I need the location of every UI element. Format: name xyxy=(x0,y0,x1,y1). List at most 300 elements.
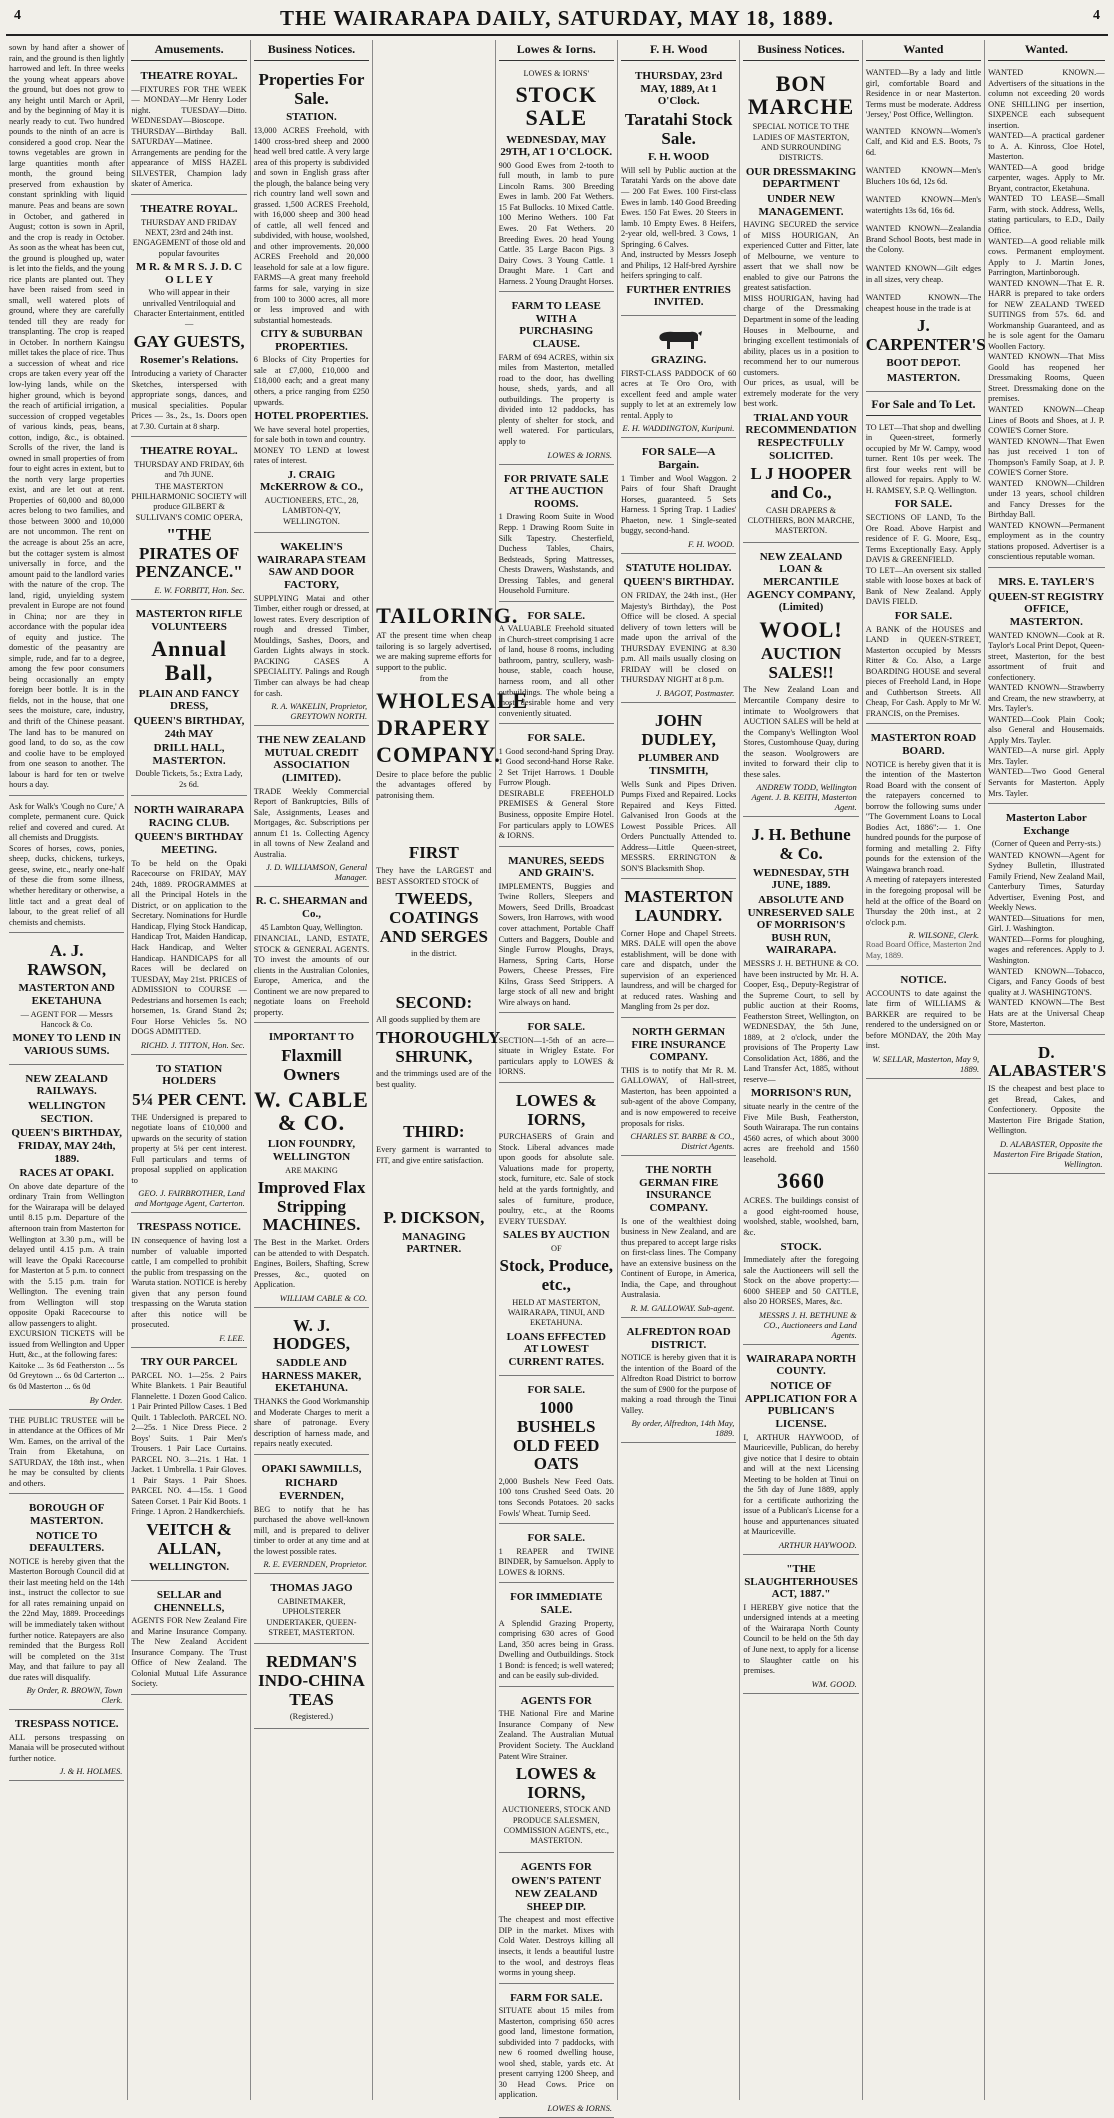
section-sale xyxy=(499,1016,614,1083)
wanted-item: WANTED KNOWN—That Miss Goold has reopened her Dressmaking Rooms, Queen Street. Dressmaking done on the premises. xyxy=(988,352,1105,404)
taratahi-head: Taratahi Stock Sale. xyxy=(624,109,733,148)
opaki-text: BEG to notify that he has purchased the above well-known mill, and is prepared to deliver timber to order at any time and at the lowest possible rates. xyxy=(253,1504,370,1556)
wool-auction xyxy=(743,546,858,817)
auction-of: OF xyxy=(550,1243,562,1253)
bethune-head: J. H. Bethune & Co. xyxy=(751,825,851,863)
mutual-text: TRADE Weekly Commercial Report of Bankruptcies, Bills of Sale, Assignments, Leases and Mortgages, &c. Subscriptions per annum £1 1s. Collecting Agency in all towns of New Zealand and Australia. xyxy=(253,786,370,859)
rawson-ad xyxy=(9,936,124,1065)
railways-head: NEW ZEALAND RAILWAYS. xyxy=(25,1072,108,1098)
redman-head: REDMAN'S INDO-CHINA TEAS xyxy=(258,1652,365,1709)
slaughter-head: "THE SLAUGHTERHOUSES ACT, 1887." xyxy=(744,1562,858,1601)
rifles-sub: PLAIN AND FANCY DRESS, xyxy=(138,687,240,713)
pirates-society: THE MASTERTON PHILHARMONIC SOCIETY will produce GILBERT & SULLIVAN'S COMIC OPERA, xyxy=(131,481,247,522)
let-item: TO LET—An oversent six stalled stable with loose boxes at back of Bank of New Zealand. Apply DAVIS FIELD. xyxy=(865,565,982,607)
sellar-head: SELLAR and CHENNELLS, xyxy=(153,1588,225,1614)
opaki-head: OPAKI SAWMILLS, xyxy=(261,1462,362,1475)
trespass2-head: TRESPASS NOTICE. xyxy=(137,1221,241,1234)
bargain-text: 1 Timber and Wool Waggon. 2 Pairs of four Shaft Draught Horses, guaranteed. 5 Sets Harness. 1 Spring Trap. 1 Ladies' Phaeton, new. 1 Single-seated buggy, second-hand. xyxy=(620,473,737,536)
company-line-1: WHOLESALE xyxy=(376,687,529,713)
german2-sig: R. M. GALLOWAY. Sub-agent. xyxy=(630,1302,735,1313)
bargain-sig: F. H. WOOD. xyxy=(687,538,735,549)
dress-head: OUR DRESSMAKING DEPARTMENT xyxy=(745,165,857,191)
public-trustee-notice xyxy=(9,1413,124,1495)
defaulters-head: BOROUGH OF MASTERTON. xyxy=(28,1502,105,1527)
farm-text: FARM of 694 ACRES, within six miles from Masterton, metalled road to the door, has dwelling house, sheds, yards, and all outbuildings. The property is divided into 12 paddocks, has plenty of shelter for stock, and well watered. For particulars, apply to xyxy=(498,352,614,447)
sellar-text: AGENTS FOR New Zealand Fire and Marine Insurance Company. The New Zealand Accident Insurance Company. The Trust Office of New Zealand. The Colonial Mutual Life Assurance Society. xyxy=(131,1616,247,1689)
tayler-item: WANTED—Two Good General Servants for Masterton. Apply Mrs. Tayler. xyxy=(988,767,1105,798)
labor-exchange xyxy=(988,807,1104,1035)
stock-head: STOCK SALE xyxy=(515,82,598,131)
cable-head: W. CABLE & CO. xyxy=(254,1087,369,1136)
stock-head: STOCK. xyxy=(780,1240,822,1253)
railways-day: QUEEN'S BIRTHDAY, FRIDAY, MAY 24th, 1889. xyxy=(11,1127,123,1165)
railways-section: WELLINGTON SECTION. xyxy=(27,1100,106,1125)
trespass-text: ALL persons trespassing on Manaia will be prosecuted without further notice. xyxy=(9,1732,125,1763)
wanted-item: WANTED TO LEASE—Small Farm, with stock. Address, Wells, stating particulars, to E.D., Daily Office. xyxy=(988,194,1105,235)
hooper-sub: CASH DRAPERS & CLOTHIERS, BON MARCHE, MASTERTON. xyxy=(747,505,855,536)
opaki-sub: RICHARD EVERNDEN, xyxy=(279,1477,344,1503)
road-sig: R. WILSONE, Clerk. xyxy=(908,930,980,941)
second-text: All goods supplied by them are xyxy=(376,1015,481,1025)
trespass-notice-2 xyxy=(131,1216,246,1347)
money-text: MONEY TO LEND at lowest rates of interest. xyxy=(253,445,370,466)
grazing-text: FIRST-CLASS PADDOCK of 60 acres at Te Oro Oro, with excellent feed and ample water supply to let at an extremely low rental. Apply to xyxy=(620,368,737,420)
slaughter-text: I HEREBY give notice that the undersigned intends at a meeting of the Wairarapa North County Council to be held on the 5th day of June next, to apply for a license to Slaughter cattle on his premises. xyxy=(743,1602,859,1676)
bargain-sale xyxy=(621,441,736,553)
colley-dates: THURSDAY AND FRIDAY NEXT, 23rd and 24th inst. ENGAGEMENT of those old and popular favourites xyxy=(132,217,246,258)
auction-big: Stock, Produce, etc., xyxy=(499,1256,613,1294)
tayler-item: WANTED KNOWN—Cook at R. Taylor's Local Print Depot, Queen-street, Masterton, for the best assortment of fruit and confectionery. xyxy=(988,630,1105,682)
north-sub: NOTICE OF APPLICATION FOR A PUBLICAN'S LICENSE. xyxy=(744,1380,858,1430)
german-sig: CHARLES ST. BARBE & CO., District Agents. xyxy=(630,1131,735,1152)
tayler-item: WANTED—Cook Plain Cook; also General and Housemaids. Apply Mrs. Tayler. xyxy=(988,714,1105,745)
rawson-name: A. J. RAWSON, xyxy=(27,941,107,979)
iorns-text: PURCHASERS of Grain and Stock. Liberal advances made upon goods for absolute sale. Valuations made for property, stock, furniture, etc. Sale of stock held at the yards fortnightly, and sales of furniture, produce, poultry, etc., at the Rooms EVERY TUESDAY. xyxy=(498,1132,614,1226)
hodges-sub: SADDLE AND HARNESS MAKER, EKETAHUNA. xyxy=(261,1357,362,1395)
second-head: SECOND: xyxy=(395,992,473,1012)
railways-races: RACES AT OPAKI. xyxy=(19,1167,114,1180)
properties-for-sale xyxy=(254,65,369,533)
insurance-agents xyxy=(499,1690,614,1853)
taratahi-sub: F. H. WOOD xyxy=(648,151,710,164)
public-trustee-text: THE PUBLIC TRUSTEE will be in attendance at the Offices of Mr Wm. Eames, on the arrival of the Train from Eketahuna, on SATURDAY, the 18th inst., when he may be consulted by clients and others. xyxy=(9,1415,125,1488)
alabaster-ad xyxy=(988,1038,1107,1174)
dudley-ad xyxy=(621,706,736,879)
column-3 xyxy=(251,40,373,2100)
defaulters-sub: NOTICE TO DEFAULTERS. xyxy=(29,1529,105,1555)
colley-details: Introducing a variety of Character Sketches, interspersed with appropriate songs, dances, and musical specialities. Popular Prices — 3s., 2s., 1s. Doors open at 7.30. Curtain at 8 sharp. xyxy=(131,369,247,431)
page-number-right: 4 xyxy=(1093,8,1100,23)
cable-sig: WILLIAM CABLE & CO. xyxy=(279,1292,368,1303)
shearman-ad xyxy=(254,890,369,1023)
notice-sig: W. SELLAR, Masterton, May 9, 1889. xyxy=(872,1053,980,1074)
column-heading: Amusements. xyxy=(131,40,246,61)
seeds-head: MANURES, SEEDS AND GRAIN'S. xyxy=(508,854,605,880)
taratahi-sale xyxy=(621,65,736,316)
craig-name: J. CRAIG McKERROW & CO., xyxy=(259,468,364,494)
column-heading: Wanted. xyxy=(988,40,1104,61)
alabaster-text: IS the cheapest and best place to get Bread, Cakes, and Confectionery. Opposite the Masterton Fire Brigade Station, Wellington. xyxy=(988,1084,1105,1136)
shearman-head: R. C. SHEARMAN and Co., xyxy=(255,895,368,920)
stock-text: 900 Good Ewes from 2-tooth to full mouth, in lamb to pure Lincoln Rams. 300 Breeding Ewes in lamb. 200 Fat Wethers. 15 Fat Bullocks. 10 Mixed Cattle. 100 Merino Wethers. 100 Fat Ewes. 20 Fat Wethers. 20 Breeding Ewes. 20 head Young Cattle. 35 Large Bacon Pigs. 3 Dairy Cows. 3 Young Cattle. 1 Draught Mare. 1 Cart and Harness. 2 Young Draught Horses. xyxy=(498,160,614,286)
morrison-text: situate nearly in the centre of the Five Mile Bush, Featherston, South Wairarapa. The run contains 4560 acres, of which about 3000 acres are freehold and 1560 leasehold. xyxy=(743,1102,859,1164)
alfred-sig: By order, Alfredton, 14th May, 1889. xyxy=(631,1418,735,1439)
slaughter-sig: WM. GOOD. xyxy=(811,1678,857,1689)
grazing-head: GRAZING. xyxy=(650,354,707,367)
farm2-text: SITUATE about 15 miles from Masterton, comprising 650 acres good land, limestone formation, subdivided into 7 paddocks, with new 6 roomed dwelling house, wool shed, stable, yards etc. At present carrying 1200 Sheep, and 30 Head Cows. Price on application. xyxy=(498,2006,614,2100)
bargain-head: FOR SALE—A Bargain. xyxy=(641,446,716,471)
wakelin-text: SUPPLYING Matai and other Timber, either rough or dressed, at lowest rates. Every description of rough and dressed Timber, Mouldings, Sashes, Doors, and Garden Lights always in stock. PACKING CASES A SPECIALITY. Palings and Rough Timber can always be had cheap for cash. xyxy=(253,593,370,698)
stock-text: Immediately after the foregoing sale the Auctioneers will sell the Stock on the above property:— 6000 SHEEP and 50 CATTLE, also 20 HORSES, Mares, &c. xyxy=(743,1255,859,1307)
racing-sub: QUEEN'S BIRTHDAY MEETING. xyxy=(134,831,244,857)
north-sig: ARTHUR HAYWOOD. xyxy=(778,1539,857,1550)
implements-head: FOR SALE. xyxy=(527,732,585,745)
tayler-head: MRS. E. TAYLER'S xyxy=(998,575,1095,588)
farm-sig: LOWES & IORNS. xyxy=(547,449,612,460)
wanted-item: WANTED KNOWN—Gilt edges in all sizes, very cheap. xyxy=(865,263,982,284)
opaki-sig: R. E. EVERNDEN, Proprietor. xyxy=(263,1559,368,1570)
jago-head: THOMAS JAGO xyxy=(270,1582,353,1595)
colley-names: M R. & M R S. J. D. C O L L E Y xyxy=(135,261,243,286)
properties-text: 13,000 ACRES Freehold, with 1400 cross-bred sheep and 2000 head well bred cattle. A very large area of this property is subdivided and sown in English grass after the plough, the balance being very rich country land well sown and grassed. 1,500 ACRES Freehold, with 16,000 sheep and 300 head of cattle, all well fenced and subdivided, with house, woolshed, and other improvements. 20,000 ACRES Freehold and 20,000 leasehold for sale at a low figure. FARMS—A great many freehold farms for sale, varying in size from 100 to 3000 acres, all more or less improved and with substantial homesteads. xyxy=(253,126,370,325)
station-head: TO STATION HOLDERS xyxy=(155,1062,223,1088)
nzla-sig: ANDREW TODD, Wellington Agent. J. B. KEITH, Masterton Agent. xyxy=(751,782,857,813)
oats-sale xyxy=(499,1379,614,1525)
defaulters-text: NOTICE is hereby given that the Masterton Borough Council did at their last meeting held on the 14th inst., instruct the collector to sue for all rates remaining unpaid on the 22nd May, 1889. Proceedings will be immediately taken without further notice. Ratepayers are also reminded that the Burgess Roll will be completed on the 31st May, and that failure to pay all due rates will disqualify. xyxy=(9,1556,125,1682)
nzla-head: NEW ZEALAND LOAN & MERCANTILE AGENCY COMPANY, (Limited) xyxy=(746,550,856,614)
racing-sig: RICHD. J. TITTON, Hon. Sec. xyxy=(140,1039,245,1050)
private-text: 1 Drawing Room Suite in Wood Repp. 1 Drawing Room Suite in Silk Tapestry. Chesterfield, Duchess Tables, Chairs, Bedsteads, Spring Mattresses, Chests Drawers, Washstands, and Dressing Tables, and general Household Furniture. xyxy=(498,512,614,596)
reaper-head: FOR SALE. xyxy=(527,1532,585,1545)
cable-making: ARE MAKING xyxy=(285,1165,338,1175)
road-head: MASTERTON ROAD BOARD. xyxy=(870,732,977,757)
laundry-head: MASTERTON LAUNDRY. xyxy=(624,887,733,926)
carpenter-sub: BOOT DEPOT. xyxy=(886,357,961,370)
pirates-dates: THURSDAY AND FRIDAY, 6th and 7th JUNE. xyxy=(134,459,244,480)
cable-ad xyxy=(254,1026,369,1308)
wakelin-sig: R. A. WAKELIN, Proprietor, GREYTOWN NORTH. xyxy=(271,701,368,722)
column-heading: F. H. Wood xyxy=(621,40,736,61)
laundry-text: Corner Hope and Chapel Streets. MRS. DALE will open the above establishment, will be done with care and dispatch, under the supervision of an experienced laundress, and will be charged for at reduced rates. Washing and Mangling from 2s per doz. xyxy=(620,928,737,1012)
carpenter-place: MASTERTON. xyxy=(886,372,960,385)
final-head: LOWES & IORNS, xyxy=(515,1764,597,1802)
further-entries: FURTHER ENTRIES INVITED. xyxy=(626,283,731,309)
wanted-item: WANTED KNOWN—Zealandia Brand School Boots, best made in the Colony. xyxy=(865,224,982,255)
pirates-title: "THE PIRATES OF PENZANCE." xyxy=(135,525,243,582)
exchange-item: WANTED KNOWN—Agent for Sydney Bulletin, Illustrated Family Friend, New Zealand Mail, Canterbury Times, Saturday Advertiser, Evening Post, and Weekly News. xyxy=(988,850,1105,913)
tayler-sub: QUEEN-ST REGISTRY OFFICE, MASTERTON. xyxy=(988,590,1105,628)
dip-text: The cheapest and most effective DIP in the market. Mixes with Cold Water. Destroys killing all insects, it lends a beautiful lustre to the wool, and destroys fleas worms in young sheep. xyxy=(498,1915,614,1978)
taratahi-text2: And, instructed by Messrs Joseph and Philips, 12 Half-bred Ayrshire heifers springing to calf. xyxy=(620,250,737,281)
agents-text: THE National Fire and Marine Insurance Company of New Zealand. The Australian Mutual Provident Society. The Auckland Patent Wire Strainer. xyxy=(498,1709,614,1761)
hodges-ad xyxy=(254,1311,369,1455)
stock-sale xyxy=(499,65,614,292)
stock-pre: LOWES & IORNS' xyxy=(523,69,590,78)
immediate-text: A Splendid Grazing Property, comprising 630 acres of Good Land, 350 acres being in Grass. Dwelling and Outbuildings. Stock 1 Bond: is fenced; is well watered; and can be easily sub-divided. xyxy=(498,1618,614,1681)
slaughter-notice xyxy=(743,1558,858,1694)
loans-text: LOANS EFFECTED AT LOWEST CURRENT RATES. xyxy=(506,1330,606,1368)
grazing-ad xyxy=(621,319,736,438)
livestock-text: Scores of horses, cows, ponies, sheep, ducks, chickens, turkeys, geese, swine, etc., nearly one-half of these die from some illness, whether hereditary or otherwise, a little tact and a great deal of labour, to the great relief of all chemists and chemists. xyxy=(9,843,125,927)
column-heading: Wanted xyxy=(866,40,981,61)
rawson-place: MASTERTON AND EKETAHUNA xyxy=(18,982,115,1008)
auction-head: SALES BY AUCTION xyxy=(502,1229,610,1242)
rifles-head: MASTERTON RIFLE VOLUNTEERS xyxy=(135,608,243,633)
freehold-head: FOR SALE. xyxy=(527,609,585,622)
suburban-head: CITY & SUBURBAN PROPERTIES. xyxy=(260,328,363,353)
tailoring-head: TAILORING. xyxy=(376,603,519,628)
hotel-head: HOTEL PROPERTIES. xyxy=(254,410,369,423)
company-line-3: COMPANY. xyxy=(376,741,501,767)
column-2 xyxy=(128,40,250,2100)
tayler-item: WANTED—A nurse girl. Apply Mrs. Tayler. xyxy=(988,746,1105,766)
craig-address: AUCTIONEERS, ETC., 28, LAMBTON-Q'Y, WELLINGTON. xyxy=(264,496,359,526)
to-let-ads xyxy=(866,420,981,725)
column-1 xyxy=(6,40,128,2100)
station-text: THE Undersigned is prepared to negotiate loans of £10,000 and upwards on the security of station property at 5¼ per cent interest. Full particulars and terms of proposal supplied on application to xyxy=(131,1112,247,1185)
bethune-text: MESSRS J. H. BETHUNE & CO. have been instructed by Mr. H. A. Cooper, Esq., Deputy-Registrar of the Supreme Court, to sell by public auction at their Rooms, Featherston Street, Wellington, on WEDNESDAY, the 5th June, 1889, at 2 o'clock, under the provisions of The Property Law Consolidation Act, 1886, and the Land Transfer Act, 1885, without reserve— xyxy=(743,959,859,1084)
exchange-item: WANTED—Situations for men, Girl. J. Washington. xyxy=(988,913,1105,934)
bethune-title: ABSOLUTE AND UNRESERVED SALE OF MORRISON'S BUSH RUN, WAIRARAPA. xyxy=(747,893,855,957)
redman-sub: (Registered.) xyxy=(289,1712,334,1722)
mutual-credit-ad xyxy=(254,729,369,887)
farm-lease xyxy=(499,295,614,464)
statute-holiday xyxy=(621,557,736,703)
trespass2-text: IN consequence of having lost a number of valuable imported cattle, I am compelled to prohibit the public from trespassing on the Waruta station. NOTICE is hereby given that any person found trespassing on the Waruta station after this notice will be prosecuted. xyxy=(131,1236,247,1330)
north-head: WAIRARAPA NORTH COUNTY. xyxy=(746,1352,856,1378)
trespass-sig: J. & H. HOLMES. xyxy=(59,1766,123,1777)
seeds-ad xyxy=(499,850,614,1014)
theatre-head: THEATRE ROYAL. xyxy=(140,445,238,458)
bethune-date: WEDNESDAY, 5TH JUNE, 1889. xyxy=(752,866,850,892)
alabaster-sig: D. ALABASTER, Opposite the Masterton Fire Brigade Station, Wellington. xyxy=(993,1138,1103,1169)
notice-text: ACCOUNTS to date against the late firm of WILLIAMS & BARKER are required to be rendered to the undersigned on or before MONDAY, the 20th May inst. xyxy=(865,988,982,1051)
veitch-sub: WELLINGTON. xyxy=(148,1561,230,1574)
dickson-name: P. DICKSON, xyxy=(383,1208,485,1228)
second-text2: and the trimmings used are of the best quality. xyxy=(376,1069,492,1089)
station-rate: 5¼ PER CENT. xyxy=(132,1090,247,1110)
let-item: TO LET—That shop and dwelling in Queen-street, formerly occupied by Mr W. Campy, wood turner. Rent 10s per week. The first four weeks rent will be allowed for repairs. Apply to W. H. RAMSEY, S.P. Q. Wellington. xyxy=(865,422,982,495)
mutual-head: THE NEW ZEALAND MUTUAL CREDIT ASSOCIATION (LIMITED). xyxy=(257,734,366,784)
page-number-left: 4 xyxy=(14,8,21,23)
publican-license xyxy=(743,1348,858,1555)
statute-sub: QUEEN'S BIRTHDAY. xyxy=(623,576,734,589)
columns xyxy=(6,40,1108,2114)
alfred-text: NOTICE is hereby given that it is the intention of the Board of the Alfredton Road District to borrow the sum of £900 for the purpose of making a road through the Tinui Valley. xyxy=(620,1353,737,1415)
railways-notice xyxy=(9,1068,124,1410)
sheep-dip-ad xyxy=(499,1856,614,1984)
implements-sale xyxy=(499,727,614,846)
wanted-item: WANTED KNOWN—Permanent employment as in the country stations proposed. Advertiser is a conscientious reputable woman. xyxy=(988,520,1105,562)
german-text: THIS is to notify that Mr R. M. GALLOWAY, of Hall-street, Masterton, has been appointed a sub-agent of the above Company, and is now empowered to receive proposals for risks. xyxy=(620,1065,737,1128)
auction-text: HELD AT MASTERTON, WAIRARAPA, TINUI, AND EKETAHUNA. xyxy=(507,1297,605,1328)
taratahi-date: THURSDAY, 23rd MAY, 1889, At 1 O'Clock. xyxy=(635,70,723,108)
stock-date: WEDNESDAY, MAY 29TH, AT 1 O'CLOCK. xyxy=(500,133,613,159)
article-text: sown by hand after a shower of rain, and the ground is then lightly harrowed and left. In three weeks the young wheat appears above the ground, but does not grow to any height until March or April, and by the beginning of May it is nearly ready to cut. Two hundred pounds to the ninth of an acre is considered a good crop. Near the towns vegetables are grown in large quantities month after month, the ground being preserved from exhaustion by constant sprinkling with liquid manure. Peas and beans are sown in October, and gathered in August; cotton is sown in April, and the crop is ready in October. As soon as the wheat has been cut, the ground is ploughed up, water is let into the fields, and the young rice plants are planted out. They have been raised from seed in small, well watered plots of ground, where they are carefully tended till they are ready for transplanting. The crop is reaped in October. In northern Kaingsu millet takes the place of rice. Thus a succession of wheat and rice crops are taken every year off the low-lying lands, while on the higher ground, which is beyond the reach of artificial irrigation, a succession of cropped vegetables of various kinds, peas, beans, cotton, indigo, &c., is obtained. Scrolls of the river, the land is owned in small properties of from four to eight acres in extent, but to the north very large properties exist, and are let out at rent. Properties of 60,000 and 80,000 acres belong to two families, and those between 3000 and 10,000 are not uncommon. The rent on the acreage is about 25s an acre, but the cottager system is almost universally in force, and the amount paid to the landlord varies with the nature of the crop. The land, rigid, unyielding system prevalent in Europe are not found in China; nor are they in accordance with the popular idea of equity and justice. The domestic of the peasantry are simple, rude, and far to a degree, among the few poor consumers being occasionally an empty foreign beer bottle. It is in the fields, not in the house, that one sees the moisture, care, industry, and thrift of the Chinese peasant. The land has to be manured on good land, to do so, as the cow and coolie have to be employed from one season to another. The labour is hard for ten or twelve hours a day. xyxy=(9,43,125,790)
company-pre: from the xyxy=(419,674,449,684)
let-item: SECTIONS OF LAND, To the Ore Road. Above Harpist and residence of F. G. Moore, Esq., Terms Exceptionally Easy. Apply DAVIS & GREENFIELD. xyxy=(865,513,982,565)
column-6 xyxy=(618,40,740,2100)
defaulters-sig: By Order, R. BROWN, Town Clerk. xyxy=(26,1685,123,1706)
accounts-notice xyxy=(866,969,981,1079)
parcel-head: TRY OUR PARCEL xyxy=(140,1355,238,1368)
second-big: THOROUGHLY SHRUNK, xyxy=(376,1027,501,1066)
exchange-item: WANTED KNOWN—Tobacco, Cigars, and Fancy Goods of best quality at J. WASHINGTON'S. xyxy=(988,966,1105,997)
cough-text: Ask for Walk's 'Cough no Cure,' A complete, permanent cure. Quick relief and covered and cured. At all chemists and Druggists. xyxy=(9,801,125,843)
company-claim: Desire to place before the public the advantages offered by patronising them. xyxy=(376,769,492,800)
farm-head: FARM TO LEASE WITH A PURCHASING CLAUSE. xyxy=(511,300,601,351)
veitch-head: VEITCH & ALLAN, xyxy=(146,1519,232,1558)
column-heading: Business Notices. xyxy=(254,40,369,61)
third-text: Every garment is warranted to FIT, and give entire satisfaction. xyxy=(376,1144,492,1165)
first-text: They have the LARGEST and BEST ASSORTED STOCK of xyxy=(376,866,492,886)
tayler-item: WANTED KNOWN—Strawberry and Cream, the new strawberry, at Mrs. Tayler's. xyxy=(988,683,1105,714)
colley-show xyxy=(131,198,246,437)
morrison-head: MORRISON'S RUN, xyxy=(750,1087,852,1100)
freehold-text: A VALUABLE Freehold situated in Church-street comprising 1 acre of land, house 8 rooms, including bathroom, pantry, scullery, wash-house, stable, coach house, harness room, and all other outbuildings. The whole being a most desirable home and very conveniently situated. xyxy=(498,624,614,718)
rifles-hall: DRILL HALL, MASTERTON. xyxy=(152,742,226,767)
road-board-notice xyxy=(866,727,981,966)
oats-big: 1000 BUSHELS OLD FEED OATS xyxy=(513,1398,600,1474)
desirable-text: DESIRABLE FREEHOLD PREMISES & General Store Business, opposite Empire Hotel. For particulars apply to LOWES & IORNS. xyxy=(498,788,614,841)
dudley-text: Wells Sunk and Pipes Driven. Pumps Fixed and Repaired. Locks Repaired and Keys Fitted. Galvanised Iron Goods at the Lowest Possible Prices. All Orders Punctually Attended to. Address—Little Queen-street, MESSRS. ERRINGTON & SON'S Blacksmith Shop. xyxy=(620,779,737,873)
final-sub: AUCTIONEERS, STOCK AND PRODUCE SALESMEN, COMMISSION AGENTS, etc., MASTERTON. xyxy=(502,1805,611,1846)
statute-text: ON FRIDAY, the 24th inst., (Her Majesty's Birthday), the Post Office will be closed. A special delivery of town letters will be made upon the arrival of the THURSDAY EVENING at 8.30 p.m. All mails usually closing on FRIDAY will be closed on THURSDAY NIGHT at 8 p.m. xyxy=(620,591,737,685)
suburban-text: 6 Blocks of City Properties for sale at £7,000, £10,000 and £18,000 each; and a great many others, a price ranging from £250 upwards. xyxy=(253,355,370,407)
wakelin-ad xyxy=(254,536,369,726)
dress-text3: Our prices, as usual, will be extremely moderate for the very best work. xyxy=(743,378,859,409)
section-head: FOR SALE. xyxy=(527,1021,585,1034)
iorns-purchasers xyxy=(499,1086,614,1376)
rifles-ball xyxy=(131,603,246,796)
wakelin-head: WAKELIN'S WAIRARAPA STEAM SAW AND DOOR FACTORY, xyxy=(257,541,366,592)
grazing-sig: E. H. WADDINGTON, Kuripuni. xyxy=(622,423,735,434)
parcel-text: PARCEL NO. 1—25s. 2 Pairs White Blankets. 1 Pair Beautiful Flannelette. 1 Dozen Good Calico. 1 Pair Printed Pillow Cases. 1 Bed Quilt. 1 Tablecloth. PARCEL NO. 2—25s. 1 Nice Dress Piece. 2 Boys' Suits. 1 Pair Men's Trousers. 1 Pair Lace Curtains. PARCEL NO. 3—21s. 1 Hat. 1 Jacket. 1 Umbrella. 1 Pair Gloves. 1 Pair Stays. 1 Pair Shoes. PARCEL NO. 4—15s. 1 Good Sateen Corset. 1 Pair Kid Boots. 1 Fringe. 1 Apron. 2 Handkerchiefs. xyxy=(131,1370,247,1517)
taratahi-text: Will sell by Public auction at the Taratahi Yards on the above date— 200 Fat Ewes. 100 First-class Ewes in lamb. 140 Good Breeding Ewes. 150 Fat Ewes. 20 Steers in lamb. 10 Empty Ewes. 8 Heifers, 2-year old, well-bred. 3 Cows, 1 Springing. 6 Calves. xyxy=(620,165,737,249)
column-heading: Business Notices. xyxy=(743,40,858,61)
notice-head: NOTICE. xyxy=(900,974,947,987)
important-head: IMPORTANT TO xyxy=(268,1031,355,1044)
statute-head: STATUTE HOLIDAY. xyxy=(625,561,732,574)
wanted-item: WANTED KNOWN—Children under 13 years, school children and Fancy Dresses for the Birthday Ball. xyxy=(988,478,1105,520)
let-item: A BANK of the HOUSES and LAND in QUEEN-STREET, Masterton occupied by Messrs Ritter & Co. Also, a Large BOARDING HOUSE and several pieces of Freehold Land, in Hope and Cuthbertson Streets. All Cheap, For Cash. Apply to Mr W. FRANCIS, on the Premises. xyxy=(865,624,982,718)
north-text: I, ARTHUR HAYWOOD, of Mauriceville, Publican, do hereby give notice that I desire to obtain and will at the next Licensing Meeting to be holden at Tinui on the 5th day of June 1889, apply for a certificate authorizing the issue of a Publican's License for a house and appurtenances situated at Mauriceville. xyxy=(743,1432,859,1537)
column-5 xyxy=(496,40,618,2114)
wanted-item: WANTED—A good bridge carpenter, wages. Apply to Mr. Bryant, contractor, Eketahuna. xyxy=(988,162,1105,193)
first-head: FIRST xyxy=(408,843,459,863)
colley-desc: Who will appear in their unrivalled Ventriloquial and Character Entertainment, entitled— xyxy=(133,288,245,329)
wanted-ads xyxy=(865,65,986,392)
wanted-item: WANTED KNOWN—That E. R. HARR is prepared to take orders for NEW ZEALAND TWEED SUITINGS from 57s. 6d. and Workmanship Guaranteed, and as he is sole agent for the Oamaru Woollen Factory. xyxy=(988,278,1105,351)
wanted-item: WANTED KNOWN—That Ewen has just received 1 ton of Thompson's Family Soap, at J. P. COWIE'S Corner Store. xyxy=(988,436,1105,478)
shearman-text: FINANCIAL, LAND, ESTATE, STOCK & GENERAL AGENTS. TO invest the amounts of our clients in the Australian Colonies, Europe, America, and the Continent we are now prepared to negotiate loans on Freehold property. xyxy=(253,933,370,1017)
alabaster-head: D. ALABASTER'S xyxy=(988,1042,1107,1081)
exchange-sub: (Corner of Queen and Perry-sts.) xyxy=(991,839,1101,849)
seeds-text: IMPLEMENTS, Buggies and Twine Rollers, Sleepers and Mowers, Seed Drills, Broadcast Sowers, Iron Harrows, with wood cover attachment, Portable Chaff Cutters and Baggers, Double and Single Furrow Ploughs, Drays, Harness, Spring Carts, Horse Powers, Cheese Presses, Fire Kilns, Grass Seed Strippers. A large stock of all new and bright Wire always on hand. xyxy=(498,881,614,1007)
properties-head: Properties For Sale. xyxy=(258,70,365,108)
page-title: THE WAIRARAPA DAILY, SATURDAY, MAY 18, 1889. xyxy=(280,6,834,30)
immediate-head: FOR IMMEDIATE SALE. xyxy=(510,1591,603,1616)
german2-text: Is one of the wealthiest doing business in New Zealand, and are thus prepared to accept large risks on first-class lines. The Company have an extensive business on the Continent of Europe, in America, India, the Cape, and throughout Australasia. xyxy=(620,1216,737,1300)
for-sale-head: FOR SALE. xyxy=(894,609,953,622)
railways-text: On above date departure of the ordinary Train from Wellington for the Wairarapa will be delayed until 8.15 p.m. Departure of the afternoon train from Masterton for Wellington at 3.30 p.m., will be delayed until 4.15 p.m. A train will leave the Opaki Racecourse for Masterton at 5 p.m. to connect with the 5.15 p.m. train for Wellington. The evening train from Wellington will stop opposite Opaki Racecourse to allow passengers to alight. xyxy=(9,1181,125,1328)
parcel-ad xyxy=(131,1351,246,1581)
bethune-sale xyxy=(743,820,858,1345)
nzla-text: The New Zealand Loan and Mercantile Company desire to intimate to Woolgrowers that AUCTION SALES will be held at the Company's Wellington Wool Stores, Customhouse Quay, during the season. Woolgrowers are invited to forward their clip to these sales. xyxy=(743,685,859,779)
cable-sub: LION FOUNDRY, WELLINGTON xyxy=(267,1138,356,1164)
morrison-text2: ACRES. The buildings consist of a good eight-roomed house, woolshed, stable, woolshed, barn, &c. xyxy=(743,1196,859,1237)
railways-sig: By Order. xyxy=(89,1394,123,1405)
column-9 xyxy=(985,40,1107,2100)
tailoring-intro: AT the present time when cheap tailoring is so largely advertised, we are making supreme efforts for support to the public. xyxy=(376,631,492,672)
exchange-item: WANTED—Forms for ploughing, wages and references. Apply to J. Washington. xyxy=(988,934,1105,965)
theatre-head: THEATRE ROYAL. xyxy=(140,70,238,82)
hotel-text: We have several hotel properties, for sale both in town and country. xyxy=(253,424,370,445)
alfredton-notice xyxy=(621,1321,736,1443)
german-insurance-2 xyxy=(621,1159,736,1318)
rifles-tickets: Double Tickets, 5s.; Extra Lady, 2s 6d. xyxy=(135,769,243,789)
hodges-text: THANKS the Good Workmanship and Moderate Charges to merit a share of patronage. Every description of harness made, and repairs neatly executed. xyxy=(253,1397,370,1449)
company-line-2: DRAPERY xyxy=(376,714,491,740)
auction-sales-head: AUCTION SALES!! xyxy=(760,644,842,682)
colley-show-title: GAY GUESTS, xyxy=(133,331,245,351)
trespass-head: TRESPASS NOTICE. xyxy=(14,1718,119,1731)
wanted-item: WANTED KNOWN—Men's watertights 13s 6d, 16s 6d. xyxy=(865,195,982,215)
rawson-money: MONEY TO LEND IN VARIOUS SUMS. xyxy=(12,1032,121,1058)
shearman-address: 45 Lambton Quay, Wellington. xyxy=(260,922,363,932)
dickson-role: MANAGING PARTNER. xyxy=(402,1230,466,1256)
railways-text2: EXCURSION TICKETS will be issued from Wellington and Upper Hutt, &c., at the following fares: xyxy=(9,1329,125,1360)
rifles-day: QUEEN'S BIRTHDAY, 24th MAY xyxy=(133,714,245,740)
masthead-rule xyxy=(6,34,1108,36)
railways-fares: Kaitoke ... 3s 6d Featherston ... 5s 0d Greytown ... 6s 0d Carterton ... 6s 0d Masterton ... 6s 0d xyxy=(9,1360,125,1391)
dress-text2: MISS HOURIGAN, having had charge of the Dressmaking Department in some of the leading Houses in Melbourne, and bringing excellent testimonials of ability, places us in a position to recommend her to our numerous customers. xyxy=(743,293,859,377)
properties-sub: STATION. xyxy=(286,111,337,124)
station-loans xyxy=(131,1058,246,1214)
bon-head: BON MARCHE xyxy=(747,71,855,120)
wanted-item: WANTED—A good reliable milk cows. Permanent employment. Apply to J. Martin Jones, Parrington, Martinborough. xyxy=(988,236,1105,278)
tayler-registry xyxy=(988,571,1104,804)
dress-sub: UNDER NEW MANAGEMENT. xyxy=(758,192,844,218)
agents-head: AGENTS FOR xyxy=(520,1694,592,1707)
trial-head: TRIAL AND YOUR RECOMMENDATION RESPECTFULLY SOLICITED. xyxy=(745,411,857,462)
oats-text: 2,000 Bushels New Feed Oats. 100 tons Crushed Seed Oats. 20 tons Seconds Potatoes. 20 sacks Fowls' Wheat. Turnip Seed. xyxy=(498,1476,614,1518)
private-head: FOR PRIVATE SALE AT THE AUCTION ROOMS. xyxy=(503,472,609,510)
flaxmill-head: Flaxmill Owners xyxy=(281,1045,342,1084)
station-sig: GEO. J. FAIRBROTHER, Land and Mortgage Agent, Carterton. xyxy=(134,1188,245,1209)
column-4 xyxy=(373,40,529,2100)
exchange-item: WANTED KNOWN—The Best Hats are at the Universal Cheap Store, Masterton. xyxy=(988,998,1105,1029)
statute-sig: J. BAGOT, Postmaster. xyxy=(655,687,735,698)
for-sale-head: FOR SALE. xyxy=(894,498,953,511)
first-text2: in the district. xyxy=(410,949,457,959)
iorns-head: LOWES & IORNS, xyxy=(515,1090,597,1129)
hooper-name: L J HOOPER and Co., xyxy=(750,464,852,502)
rifles-big: Annual Ball, xyxy=(151,636,227,685)
colley-show-sub: Rosemer's Relations. xyxy=(139,354,239,367)
pirates-sig: E. W. FORBITT, Hon. Sec. xyxy=(154,585,245,596)
implements-text: 1 Good second-hand Spring Dray. 1 Good second-hand Horse Rake. 2 Set Trijet Harrows. 1 Double Furrow Plough. xyxy=(498,746,614,788)
oats-head: FOR SALE. xyxy=(527,1383,585,1396)
reaper-text: 1 REAPER and TWINE BINDER, by Samuelson. Apply to LOWES & IORNS. xyxy=(498,1546,614,1577)
carpenter-name: J. CARPENTER'S xyxy=(865,316,986,354)
bon-text: SPECIAL NOTICE TO THE LADIES OF MASTERTON, AND SURROUNDING DISTRICTS. xyxy=(752,122,850,163)
dudley-sub: PLUMBER AND TINSMITH, xyxy=(638,752,720,777)
wool-head: WOOL! xyxy=(759,616,843,642)
racing-text: To be held on the Opaki Racecourse on FRIDAY, MAY 24th, 1889. PROGRAMMES at all the Principal Hotels in the District, or on application to the Secretary. Nominations for Hurdle Handicap, Flying Stock Handicap, Handicap Trot, Maiden Handicap, Hack Handicap, and Welter Handicap. HANDICAPS for all Races will be declared on TUESDAY, May 21st. PRICES of ADMISSION to COURSE — Pedestrians and horsemen 1s each; horsemen, 1s. Grand Stand 2s; Four Horse Vehicles 5s. NO DOGS ADMITTED. xyxy=(131,858,247,1037)
cable-text: The Best in the Market. Orders can be attended to with Despatch. Engines, Boilers, Shafting, Screw Presses, &c., quoted on Application. xyxy=(253,1238,370,1290)
morrison-acres: 3660 xyxy=(777,1168,826,1194)
